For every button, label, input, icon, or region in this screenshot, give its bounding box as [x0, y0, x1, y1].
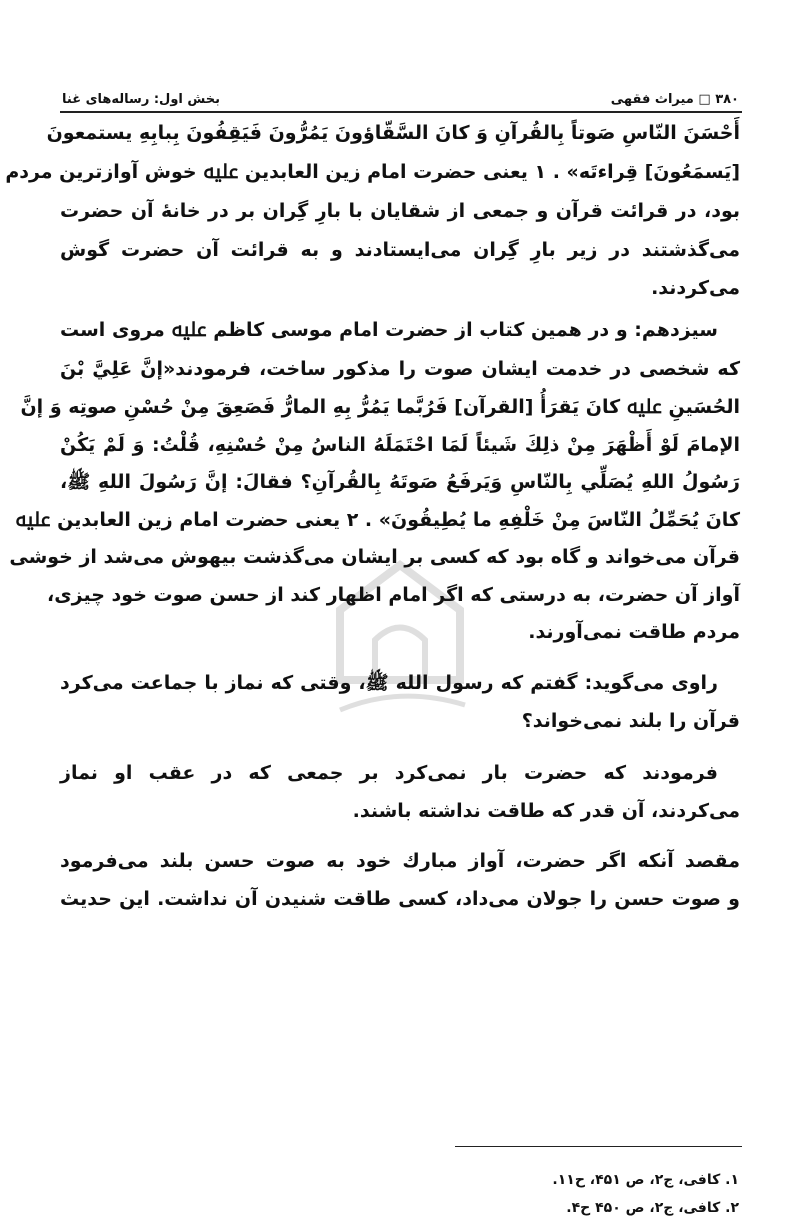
- text-line: قرآن می‌خواند و گاه بود که کسی بر ایشان می‌گذشت بیهوش می‌شد از خوشی: [9, 546, 740, 568]
- text-line: مقصد آنکه اگر حضرت، آواز مبارك خود به صوت حسن بلند می‌فرمود: [60, 850, 740, 872]
- text-line: رَسُولُ اللهِ یُصَلِّي بِالنّاسِ وَیَرفَعُ صَوتَهُ بِالقُرآنِ؟ فقالَ: إنَّ رَسُولَ اللهِ ﷺ،: [60, 471, 740, 493]
- header-divider: [60, 111, 742, 113]
- section-title: بخش اول: رساله‌های غنا: [62, 92, 221, 107]
- text-line: می‌کردند، آن قدر که طاقت نداشته باشند.: [352, 800, 740, 822]
- text-line: راوی می‌گوید: گفتم که رسول الله ﷺ، وقتی که نماز با جماعت می‌کرد: [60, 672, 718, 694]
- text-line: أَحْسَنَ النّاسِ صَوتاً بِالقُرآنِ وَ کانَ السَّقّاؤونَ یَمُرُّونَ فَیَقِفُونَ بِبابِهِ یستمعونَ: [46, 122, 740, 144]
- text-line: که شخصی در خدمت ایشان صوت را مذکور ساخت، فرمودند«إنَّ عَلِيَّ بْنَ: [60, 358, 740, 380]
- footnote-divider: [455, 1146, 742, 1147]
- text-line: و صوت حسن را جولان می‌داد، کسی طاقت شنیدن آن نداشت. این حدیث: [60, 888, 740, 910]
- text-line: [یَسمَعُونَ] قِراءتَه» . ۱ یعنی حضرت امام زین العابدین ﷷ خوش آوازترین مردم: [5, 161, 740, 183]
- text-line: می‌کردند.: [651, 277, 740, 299]
- text-line: کانَ یُحَمِّلُ النّاسَ مِنْ خَلْفِهِ ما یُطِیقُونَ» . ۲ یعنی حضرت امام زین العابدین ﷷ: [15, 509, 740, 531]
- footnote-1: ۱. کافی، ج۲، ص ۴۵۱، ح۱۱.: [552, 1172, 739, 1188]
- text-line: قرآن را بلند نمی‌خواند؟: [521, 710, 740, 732]
- text-line: الحُسَینِ ﷷ کانَ یَقرَأُ [القرآن] فَرُبَّما یَمُرُّ بِهِ المارُّ فَصَعِقَ مِنْ حُسْنِ صوتِه وَ إنَّ: [20, 396, 740, 418]
- text-line: سیزدهم: و در همین کتاب از حضرت امام موسی کاظم ﷷ مروی است: [60, 319, 718, 341]
- text-line: بود، در قرائت قرآن و جمعی از شقایان با بارِ گِران بر در خانهٔ آن حضرت: [60, 200, 740, 222]
- footnote-2: ۲. کافی، ج۲، ص ۴۵۰ ح۴.: [566, 1200, 739, 1216]
- page-number-and-book-title: ۳۸۰ □ میراث فقهی: [610, 92, 739, 107]
- text-line: آواز آن حضرت، به درستی که اگر امام اظهار کند از حسن صوت خود چیزی،: [47, 584, 740, 606]
- text-line: الإمامَ لَوْ أَظْهَرَ مِنْ ذلِكَ شَیئاً لَمَا احْتَمَلَهُ الناسُ مِنْ حُسْنِهِ، قُلْتُ: وَ لَمْ یَکُنْ: [60, 434, 740, 456]
- text-line: می‌گذشتند در زیر بارِ گِران می‌ایستادند و به قرائت آن حضرت گوش: [60, 239, 740, 261]
- text-line: مردم طاقت نمی‌آورند.: [528, 621, 740, 643]
- text-line: فرمودند که حضرت بار نمی‌کرد بر جمعی که در عقب او نماز: [60, 762, 718, 784]
